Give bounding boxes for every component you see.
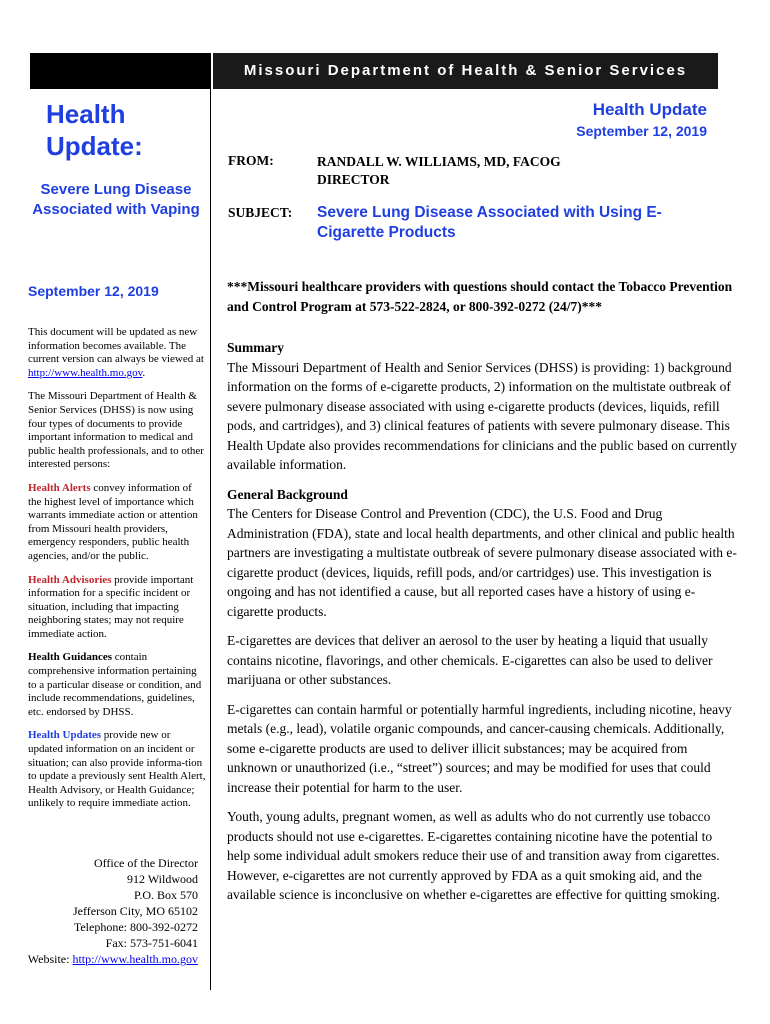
contact-street: 912 Wildwood — [127, 872, 198, 886]
subject-value: Severe Lung Disease Associated with Using E-Cigarette Products — [317, 204, 662, 241]
summary-text: The Missouri Department of Health and Senior Services (DHSS) is providing: 1) background information on the forms of e-cigarette products, 2) information on the multistate outbreak of severe pulmonary disease associated with using e-cigarette products (devices, liquids, refill pods, and cartridges), and 3) clinical features of patients with severe pulmonary disease. This Health Update also provides recommendations for clinicians and the public based on currently available information. — [227, 359, 737, 472]
header-title: Health Update — [592, 100, 707, 119]
sidebar-intro: This document will be updated as new information becomes available. The current version can always be viewed at http://www.health.mo.gov. — [28, 326, 204, 379]
website-link[interactable]: http://www.health.mo.gov — [72, 952, 198, 966]
sidebar-updates: Health Updates provide new or updated information on an incident or situation; can also provide informa-tion to update a previously sent Health Alert, Health Advisory, or Health Guidance; unlikely to require immediate action. — [28, 729, 206, 810]
left-heading — [46, 98, 206, 162]
contact-fax: Fax: 573-751-6041 — [105, 936, 198, 950]
left-heading-line2: Update: — [46, 131, 143, 161]
body-paragraph-2: E-cigarettes are devices that deliver an aerosol to the user by heating a liquid that usually contains nicotine, flavorings, and other chemicals. E-cigarettes can also be used to deliver marijuana or other substances. — [227, 633, 713, 687]
background-heading: General Background — [227, 486, 348, 502]
background-text: The Centers for Disease Control and Prevention (CDC), the U.S. Food and Drug Administration (FDA), state and local health departments, and other clinical and public health partners are investigating a multistate outbreak of severe pulmonary disease associated with e-cigarette product (devices, liquids, refill pods, and/or cartridges) use. This investigation is ongoing and has not identified a cause, but all reported cases have a history of using e-cigarette products. — [227, 506, 737, 619]
left-subtitle: Severe Lung Disease Associated with Vaping — [32, 181, 200, 218]
sidebar-info — [28, 326, 206, 821]
from-label: FROM: — [228, 153, 274, 168]
banner-left-block — [30, 53, 210, 89]
main-body — [227, 277, 737, 915]
contact-telephone: Telephone: 800-392-0272 — [73, 920, 198, 934]
contact-office: Office of the Director — [93, 856, 198, 870]
body-paragraph-4: Youth, young adults, pregnant women, as well as adults who do not currently use tobacco products should not use e-cigarettes. E-cigarettes containing nicotine have the potential to help some individual adult smokers reduce their use of and transition away from cigarettes. However, e-cigarettes are not currently approved by FDA as a quit smoking aid, and the available science is inconclusive on whether e-cigarettes are effective for quitting smoking. — [227, 809, 721, 902]
sidebar-link[interactable]: http://www.health.mo.gov — [28, 366, 143, 379]
subject-label: SUBJECT: — [228, 205, 293, 220]
sidebar-guidances: Health Guidances contain comprehensive information pertaining to a particular disease or condition, and include recommendations, guidelines, etc. endorsed by DHSS. — [28, 651, 202, 718]
contact-pobox: P.O. Box 570 — [133, 888, 198, 902]
left-date: September 12, 2019 — [28, 283, 159, 299]
contact-city: Jefferson City, MO 65102 — [73, 904, 198, 918]
left-heading-line1: Health — [46, 99, 126, 129]
from-title: DIRECTOR — [317, 172, 390, 187]
contact-notice: ***Missouri healthcare providers with questions should contact the Tobacco Prevention and Control Program at 573-522-2824, or 800-392-0272 (24/7)*** — [227, 279, 733, 314]
header-date: September 12, 2019 — [576, 123, 707, 139]
contact-website: Website: http://www.health.mo.gov — [27, 952, 198, 966]
banner-title: Missouri Department of Health & Senior Services — [243, 62, 688, 79]
sidebar-alerts: Health Alerts convey information of the highest level of importance which warrants immediate action or attention from Missouri health providers, emergency responders, public health agencies, and/or the public. — [28, 481, 198, 562]
from-value — [317, 153, 617, 189]
sidebar-types-intro: The Missouri Department of Health & Senior Services (DHSS) is now using four types of documents to provide important information to medical and public health professionals, and to other interested persons: — [28, 390, 204, 471]
sidebar-advisories: Health Advisories provide important information for a specific incident or situation, including that impacting neighboring states; may not require immediate action. — [28, 573, 194, 640]
summary-heading: Summary — [227, 340, 284, 355]
contact-block — [0, 855, 198, 967]
column-divider — [210, 53, 211, 990]
body-paragraph-3: E-cigarettes can contain harmful or potentially harmful ingredients, including nicotine, heavy metals (e.g., lead), volatile organic compounds, and cancer-causing chemicals. Additionally, some e-cigarette products are used to deliver illicit substances; may be acquired from unknown or unauthorized (i.e., “street”) sources; and may be modified for uses that could increase their potential for harm to the user. — [227, 701, 732, 795]
from-name: RANDALL W. WILLIAMS, MD, FACOG — [317, 154, 561, 169]
